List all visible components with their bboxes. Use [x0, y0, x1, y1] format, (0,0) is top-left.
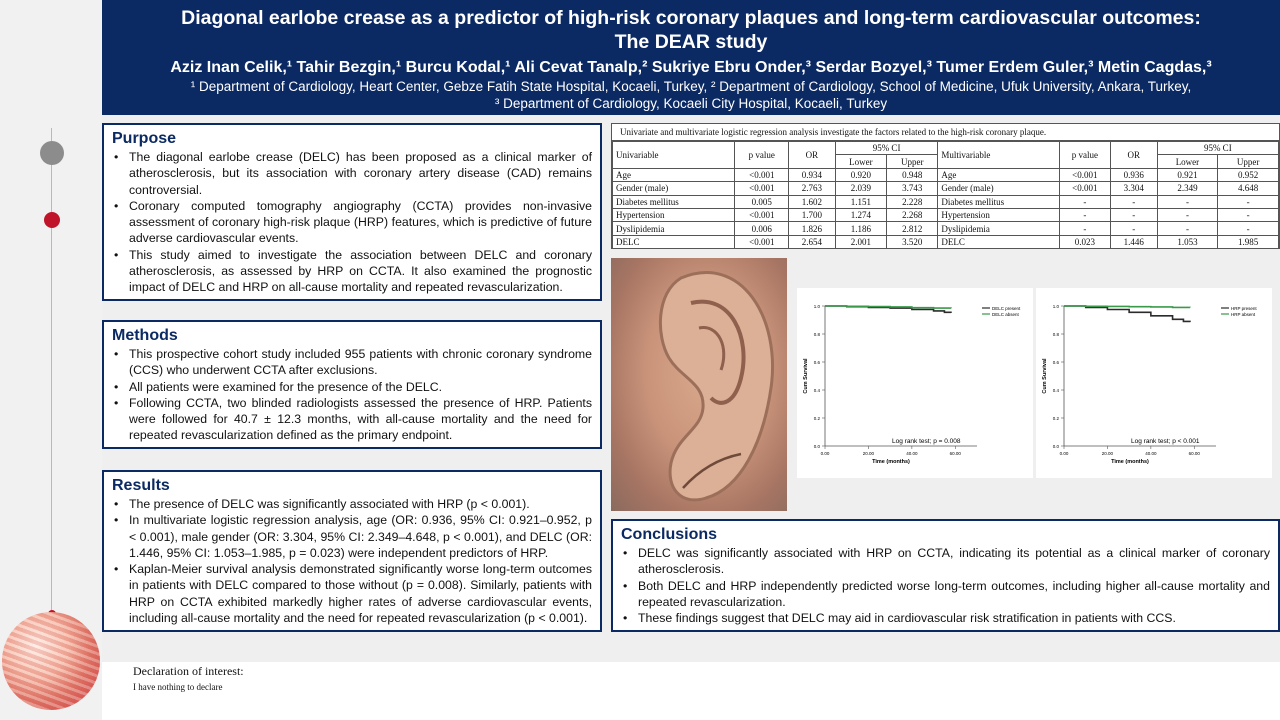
- x-tick-label: 60.00: [949, 451, 961, 456]
- km-chart-hrp: [1036, 288, 1272, 478]
- table-cell: -: [1110, 208, 1157, 221]
- section-heading: Conclusions: [621, 526, 718, 543]
- table-cell: -: [1059, 208, 1110, 221]
- table-row: [613, 222, 1279, 235]
- table-cell: 0.920: [835, 168, 886, 181]
- declaration-text: I have nothing to declare: [133, 682, 223, 692]
- poster-header: [102, 0, 1280, 115]
- table-cell: 0.948: [887, 168, 938, 181]
- table-cell: 0.921: [1157, 168, 1218, 181]
- header-cell: p value: [735, 142, 789, 169]
- bullet-item: • In multivariate logistic regression analysis, age (OR: 0.936, 95% CI: 0.921–0.952, p < 0.001), male gender (OR: 3.304, 95% CI: 2.349–4.648, p < 0.001), and DELC (OR: 1.446, 95% CI: 1.053–1.985, p = 0.023) were independent predictors of HRP.: [112, 512, 592, 561]
- section-heading: Results: [112, 477, 170, 494]
- table-cell: Diabetes mellitus: [613, 195, 735, 208]
- y-tick-label: 0.4: [1052, 388, 1059, 393]
- table-cell: 1.700: [789, 208, 836, 221]
- declaration-of-interest: [133, 664, 244, 692]
- authors: Aziz Inan Celik,¹ Tahir Bezgin,¹ Burcu Kodal,¹ Ali Cevat Tanalp,² Sukriye Ebru Onder,³ Serdar Bozyel,³ Tumer Erdem Guler,³ Metin Cagdas,³: [170, 59, 1212, 76]
- table-cell: <0.001: [735, 208, 789, 221]
- table-cell: -: [1110, 195, 1157, 208]
- results-section: [102, 470, 602, 632]
- table-cell: 2.039: [835, 182, 886, 195]
- bullet-item: • These findings suggest that DELC may aid in cardiovascular risk stratification in patients with CCS.: [621, 610, 1270, 626]
- table-cell: 2.001: [835, 235, 886, 248]
- section-heading: Purpose: [112, 130, 177, 147]
- table-cell: 0.936: [1110, 168, 1157, 181]
- log-rank-annotation: Log rank test; p = 0.008: [892, 438, 961, 445]
- earlobe-crease-photo: [611, 258, 787, 511]
- table-cell: -: [1059, 222, 1110, 235]
- affiliations: ¹ Department of Cardiology, Heart Center, Gebze Fatih State Hospital, Kocaeli, Turkey, ² Department of Cardiology, School of Medicine, Ufuk University, Ankara, Turkey, ³ Department of Cardiology, Kocaeli City Hospital, Kocaeli, Turkey: [190, 79, 1192, 111]
- log-rank-annotation: Log rank test; p < 0.001: [1131, 438, 1200, 445]
- table-cell: <0.001: [735, 235, 789, 248]
- table-row: [613, 195, 1279, 208]
- table-cell: DELC: [613, 235, 735, 248]
- x-tick-label: 20.00: [862, 451, 875, 456]
- table-cell: 3.743: [887, 182, 938, 195]
- bullet-item: • Kaplan-Meier survival analysis demonstrated significantly worse long-term outcomes in patients with DELC compared to those without (p = 0.008). Similarly, patients with HRP on CCTA exhibited markedly higher rates of adverse cardiovascular events, including all-cause mortality and the need for repeated revascularization (p < 0.001).: [112, 561, 592, 626]
- y-tick-label: 0.2: [813, 416, 820, 421]
- table-cell: -: [1059, 195, 1110, 208]
- timeline-line: [51, 128, 52, 618]
- purpose-section: [102, 123, 602, 301]
- y-tick-label: 0.2: [1052, 416, 1059, 421]
- header-cell: Univariable: [613, 142, 735, 169]
- table-row: [613, 235, 1279, 248]
- km-chart-svg: [1036, 288, 1272, 478]
- bullet-item: • Both DELC and HRP independently predicted worse long-term outcomes, including higher all-cause mortality and repeated revascularization.: [621, 578, 1270, 611]
- table-cell: <0.001: [1059, 168, 1110, 181]
- table-cell: -: [1218, 208, 1279, 221]
- legend-label: HRP present: [1231, 305, 1257, 311]
- table-cell: 1.186: [835, 222, 886, 235]
- series-line-present: [1064, 306, 1190, 322]
- header-cell: 95% CI: [835, 142, 938, 155]
- table-cell: -: [1157, 195, 1218, 208]
- x-axis-label: Time (months): [872, 459, 910, 465]
- table-caption: Univariate and multivariate logistic regression analysis investigate the factors related to the high-risk coronary plaque.: [612, 124, 1279, 141]
- x-tick-label: 40.00: [1145, 451, 1157, 456]
- table-cell: 3.520: [887, 235, 938, 248]
- section-heading: Methods: [112, 327, 178, 344]
- table-cell: 2.763: [789, 182, 836, 195]
- table-cell: 1.274: [835, 208, 886, 221]
- left-sidebar: [0, 0, 102, 720]
- km-chart-svg: [797, 288, 1033, 478]
- table-cell: -: [1218, 195, 1279, 208]
- series-line-absent: [1064, 306, 1190, 308]
- legend-label: HRP absent: [1231, 311, 1256, 317]
- table-cell: 0.005: [735, 195, 789, 208]
- table-cell: 1.826: [789, 222, 836, 235]
- header-cell: Multivariable: [938, 142, 1059, 169]
- header-cell: 95% CI: [1157, 142, 1278, 155]
- table-cell: 0.006: [735, 222, 789, 235]
- bullet-item: • The diagonal earlobe crease (DELC) has been proposed as a clinical marker of atherosclerosis, but its association with coronary artery disease (CAD) remains controversial.: [112, 149, 592, 198]
- header-cell: p value: [1059, 142, 1110, 169]
- x-tick-label: 0.00: [820, 451, 830, 456]
- table-cell: Age: [938, 168, 1059, 181]
- header-cell: Lower: [835, 155, 886, 168]
- table-cell: Gender (male): [938, 182, 1059, 195]
- table-cell: 1.985: [1218, 235, 1279, 248]
- y-tick-label: 0.4: [813, 388, 820, 393]
- timeline-dot-red: [44, 212, 60, 228]
- ear-illustration: [611, 258, 787, 511]
- header-cell: Upper: [887, 155, 938, 168]
- table-cell: 2.228: [887, 195, 938, 208]
- timeline-dot-grey: [40, 141, 64, 165]
- y-tick-label: 0.0: [813, 444, 820, 449]
- table-cell: 1.053: [1157, 235, 1218, 248]
- y-axis-label: Cum Survival: [803, 358, 809, 394]
- table-row: [613, 208, 1279, 221]
- bullet-item: • This study aimed to investigate the association between DELC and coronary atherosclerosis, as assessed by HRP on CCTA. It also examined the prognostic impact of DELC and HRP on all-cause mortality and repeated revascularization.: [112, 247, 592, 296]
- y-axis-label: Cum Survival: [1042, 358, 1048, 394]
- y-tick-label: 1.0: [1052, 304, 1059, 309]
- table-cell: 4.648: [1218, 182, 1279, 195]
- y-tick-label: 0.6: [1052, 360, 1059, 365]
- table-cell: 1.602: [789, 195, 836, 208]
- table-cell: Hypertension: [938, 208, 1059, 221]
- bullet-item: • This prospective cohort study included 955 patients with chronic coronary syndrome (CCS) who underwent CCTA after exclusions.: [112, 346, 592, 379]
- table-row: [613, 168, 1279, 181]
- table-cell: DELC: [938, 235, 1059, 248]
- y-tick-label: 0.8: [813, 332, 820, 337]
- table-cell: 0.934: [789, 168, 836, 181]
- legend-label: DELC present: [992, 305, 1021, 311]
- table-cell: 1.446: [1110, 235, 1157, 248]
- table-cell: -: [1157, 208, 1218, 221]
- header-cell: Lower: [1157, 155, 1218, 168]
- y-tick-label: 1.0: [813, 304, 820, 309]
- regression-table-grid: [612, 141, 1279, 249]
- table-cell: Hypertension: [613, 208, 735, 221]
- regression-table: [611, 123, 1280, 249]
- table-cell: 2.268: [887, 208, 938, 221]
- poster-title: Diagonal earlobe crease as a predictor of high-risk coronary plaques and long-term cardiovascular outcomes: The DEAR study: [181, 7, 1201, 53]
- x-tick-label: 60.00: [1188, 451, 1200, 456]
- table-cell: <0.001: [735, 182, 789, 195]
- table-cell: -: [1218, 222, 1279, 235]
- table-cell: 0.023: [1059, 235, 1110, 248]
- table-cell: <0.001: [1059, 182, 1110, 195]
- table-cell: 1.151: [835, 195, 886, 208]
- table-cell: -: [1110, 222, 1157, 235]
- y-tick-label: 0.8: [1052, 332, 1059, 337]
- conclusions-section: [611, 519, 1280, 632]
- methods-section: [102, 320, 602, 449]
- table-cell: 2.812: [887, 222, 938, 235]
- x-tick-label: 40.00: [906, 451, 918, 456]
- table-cell: 2.654: [789, 235, 836, 248]
- x-axis-label: Time (months): [1111, 459, 1149, 465]
- bullet-item: • DELC was significantly associated with HRP on CCTA, indicating its potential as a clinical marker of coronary atherosclerosis.: [621, 545, 1270, 578]
- bullet-item: • Following CCTA, two blinded radiologists assessed the presence of HRP. Patients were followed for 40.7 ± 12.3 months, with all-cause mortality and the need for repeated revascularization defined as the primary endpoint.: [112, 395, 592, 444]
- table-cell: Dyslipidemia: [613, 222, 735, 235]
- table-cell: <0.001: [735, 168, 789, 181]
- table-cell: 0.952: [1218, 168, 1279, 181]
- legend-label: DELC absent: [992, 311, 1019, 317]
- x-tick-label: 20.00: [1101, 451, 1114, 456]
- table-cell: -: [1157, 222, 1218, 235]
- header-cell: Upper: [1218, 155, 1279, 168]
- table-cell: 3.304: [1110, 182, 1157, 195]
- table-cell: Diabetes mellitus: [938, 195, 1059, 208]
- table-cell: Gender (male): [613, 182, 735, 195]
- bullet-item: • Coronary computed tomography angiography (CCTA) provides non-invasive assessment of coronary high-risk plaque (HRP) features, which is predictive of future adverse cardiovascular events.: [112, 198, 592, 247]
- y-tick-label: 0.0: [1052, 444, 1059, 449]
- table-cell: 2.349: [1157, 182, 1218, 195]
- table-cell: Age: [613, 168, 735, 181]
- decorative-planet-image: [2, 612, 100, 710]
- table-cell: Dyslipidemia: [938, 222, 1059, 235]
- declaration-heading: Declaration of interest:: [133, 664, 244, 678]
- header-cell: OR: [1110, 142, 1157, 169]
- bullet-item: • All patients were examined for the presence of the DELC.: [112, 379, 592, 395]
- table-header-row: [613, 142, 1279, 155]
- y-tick-label: 0.6: [813, 360, 820, 365]
- bullet-item: • The presence of DELC was significantly associated with HRP (p < 0.001).: [112, 496, 592, 512]
- header-cell: OR: [789, 142, 836, 169]
- km-chart-delc: [797, 288, 1033, 478]
- table-row: [613, 182, 1279, 195]
- table-body: [613, 168, 1279, 248]
- x-tick-label: 0.00: [1059, 451, 1069, 456]
